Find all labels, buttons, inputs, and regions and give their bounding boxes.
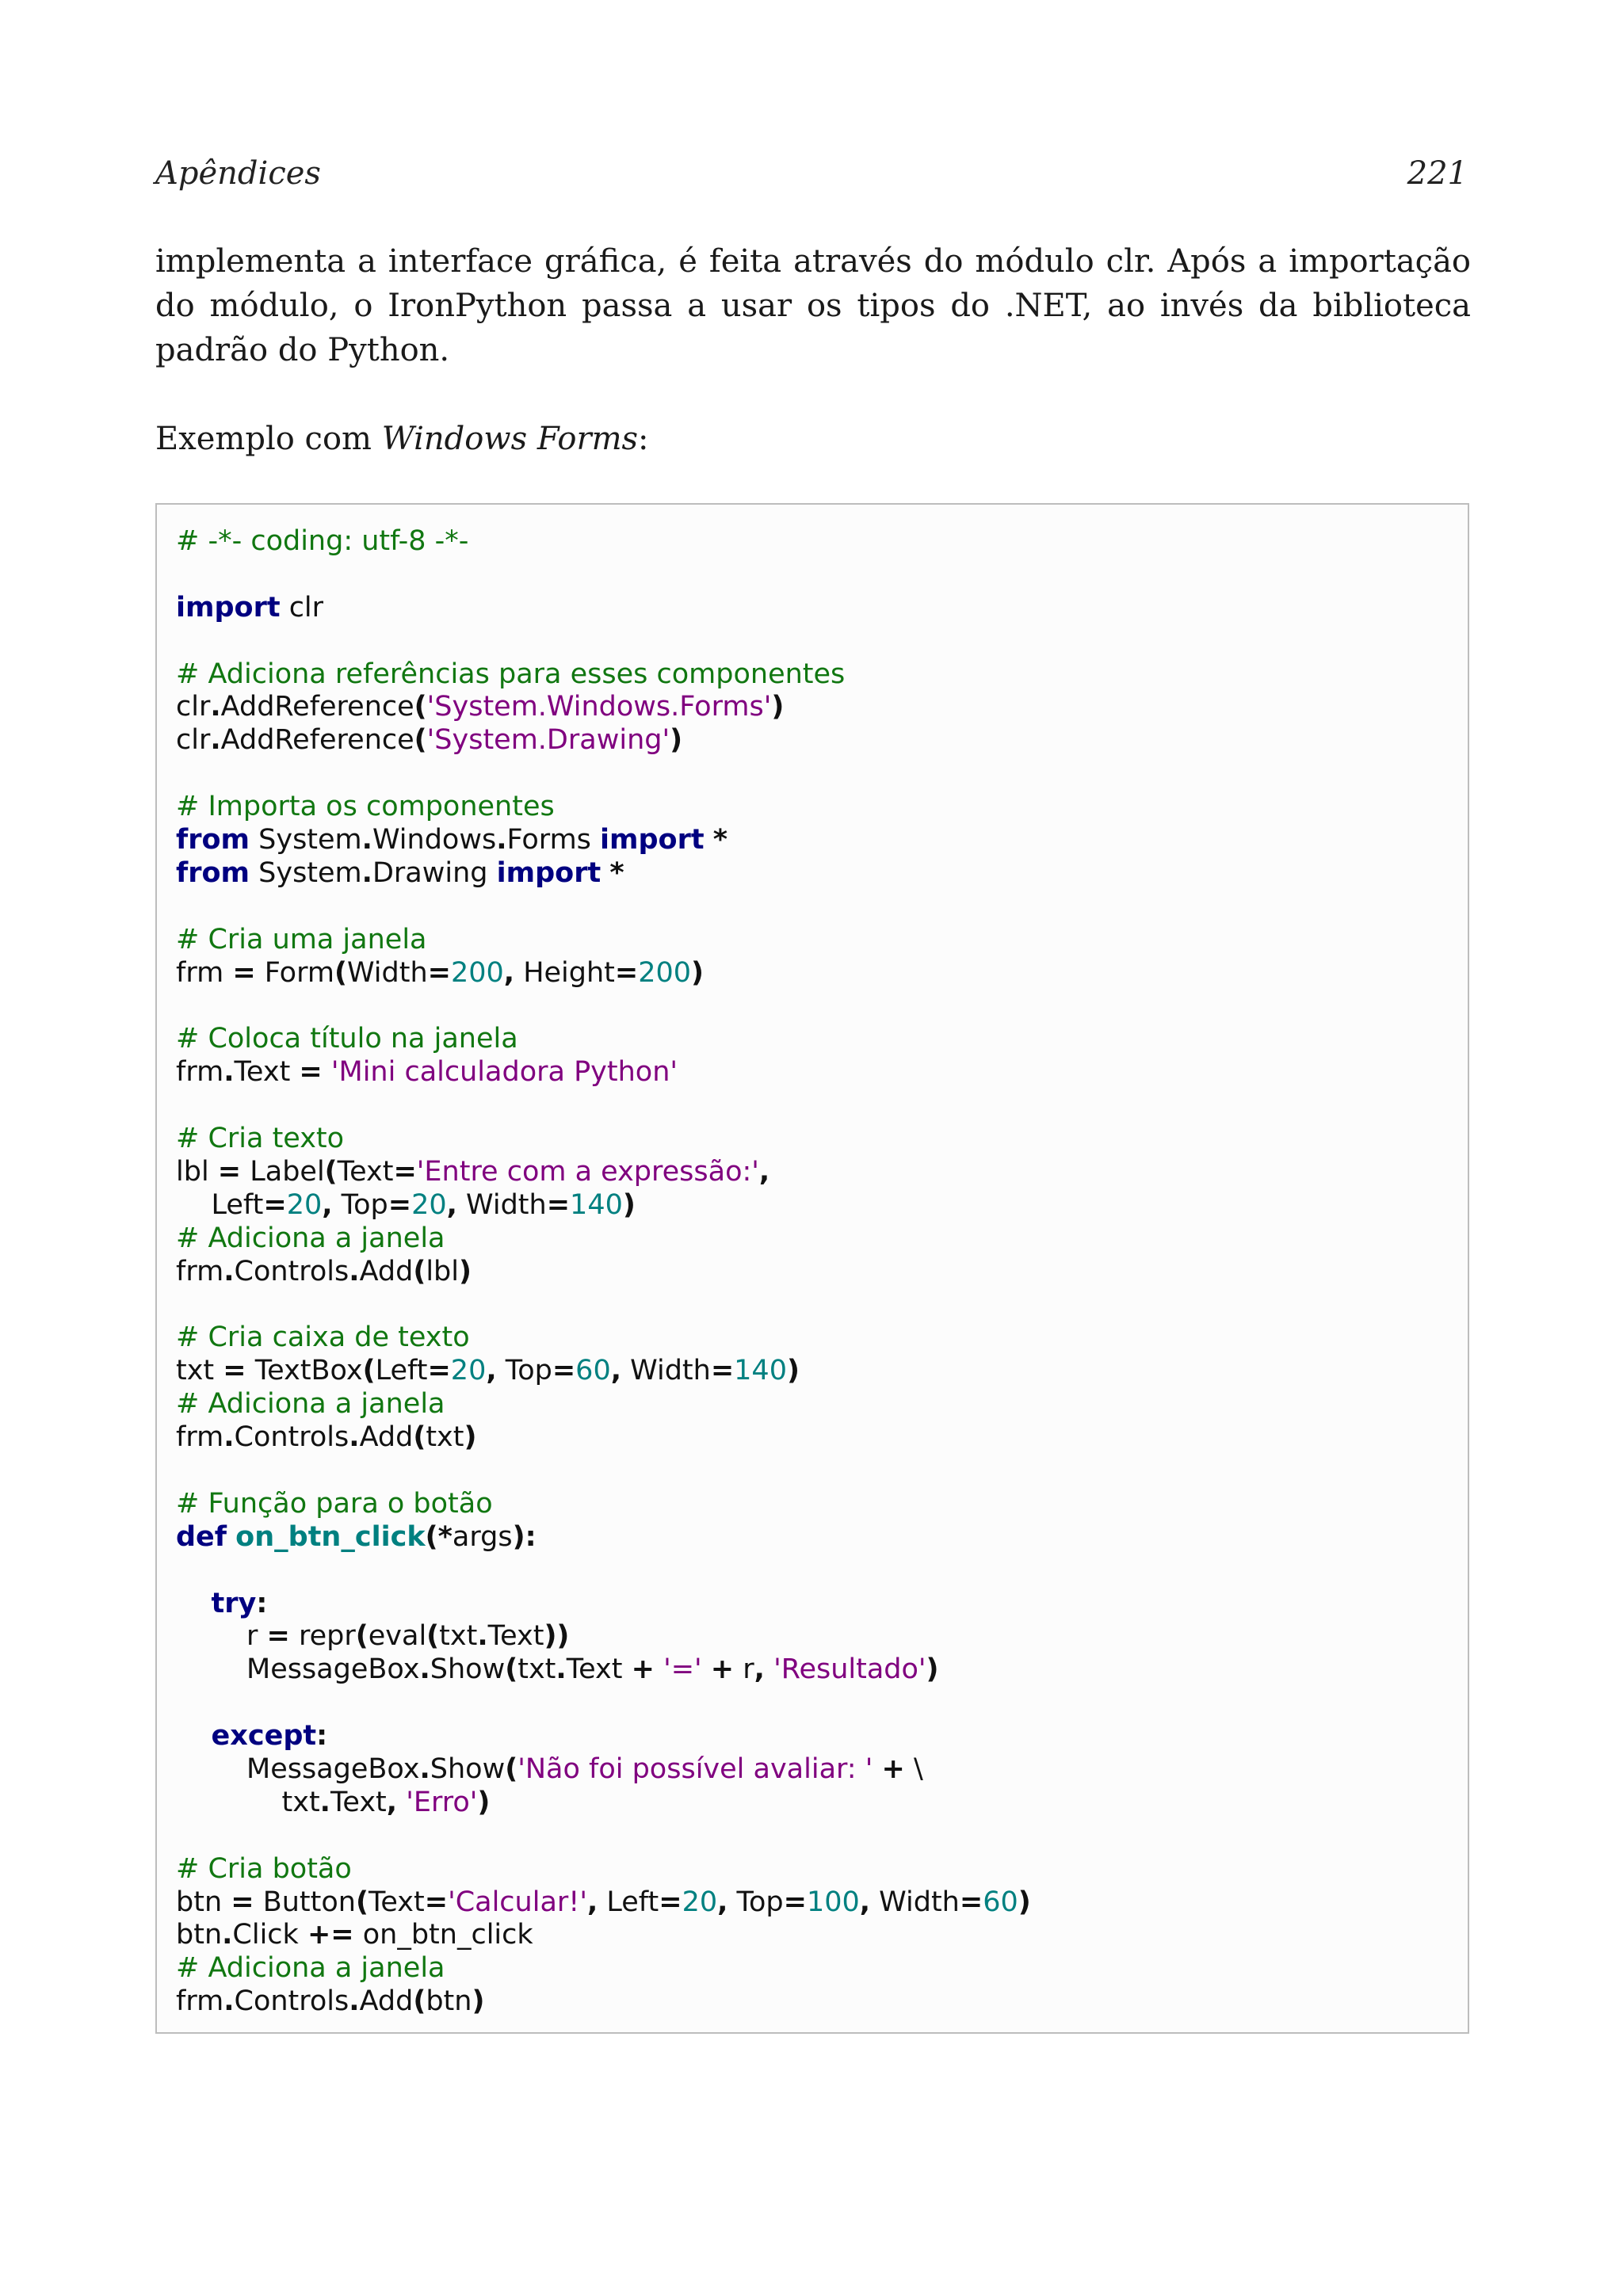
code-token: Text: [337, 1155, 394, 1188]
code-line: [176, 1985, 1031, 2019]
code-token: 100: [806, 1886, 860, 1918]
code-line: [176, 724, 1031, 757]
code-token: clr: [176, 724, 211, 757]
code-token: =: [614, 956, 639, 989]
code-line: [176, 1919, 1031, 1952]
code-token: Width: [621, 1355, 711, 1387]
code-token: =: [217, 1155, 242, 1188]
code-token: (: [505, 1653, 518, 1686]
code-token: Drawing: [372, 856, 497, 889]
code-line: [176, 891, 1031, 924]
code-token: import: [600, 824, 705, 856]
code-token: txt: [517, 1653, 556, 1686]
code-token: )): [544, 1620, 570, 1653]
code-token: .: [361, 824, 372, 856]
code-token: # Adiciona a janela: [176, 1952, 445, 1985]
code-token: 'Resultado': [773, 1653, 926, 1686]
body-paragraph: implementa a interface gráfica, é feita através do módulo clr. Após a importação do módulo, o IronPython passa a usar os tipos do .NET, ao invés da biblioteca padrão do Python.: [155, 243, 1471, 368]
code-line: [176, 990, 1031, 1023]
code-line: [176, 1089, 1031, 1123]
code-token: =: [546, 1188, 571, 1221]
code-token: Width: [346, 956, 428, 989]
code-line: [176, 658, 1031, 692]
code-token: [601, 857, 609, 889]
code-token: =: [231, 1886, 254, 1918]
code-token: 200: [450, 956, 504, 989]
code-token: MessageBox: [176, 1753, 420, 1785]
code-token: :: [256, 1587, 268, 1619]
code-token: lbl: [426, 1255, 459, 1287]
code-token: =: [266, 1620, 290, 1653]
code-token: 60: [983, 1886, 1018, 1918]
code-line: [176, 1189, 1031, 1222]
code-token: (: [334, 956, 347, 989]
code-token: .: [419, 1653, 430, 1686]
code-token: btn: [176, 1919, 223, 1951]
code-token: [705, 824, 713, 856]
code-token: Controls: [234, 1421, 349, 1454]
code-token: 'Calcular!': [448, 1886, 587, 1918]
code-token: [227, 1521, 235, 1553]
code-token: try: [211, 1587, 257, 1619]
code-token: ): [926, 1653, 939, 1686]
code-token: ): [771, 691, 785, 723]
code-token: Add: [359, 1985, 414, 2018]
code-token: r: [176, 1620, 267, 1653]
code-token: =: [232, 956, 256, 989]
code-line: [176, 791, 1031, 824]
code-token: [765, 1653, 773, 1685]
code-token: [702, 1653, 711, 1685]
code-token: [655, 1653, 663, 1685]
code-token: =: [424, 1886, 449, 1918]
code-token: .: [556, 1653, 567, 1686]
code-token: *: [609, 856, 624, 889]
code-token: Text: [234, 1056, 300, 1089]
code-token: .: [319, 1786, 330, 1818]
code-line: [176, 1620, 1031, 1653]
code-token: =: [552, 1355, 576, 1387]
code-token: # Cria uma janela: [176, 923, 427, 955]
code-token: # Função para o botão: [176, 1487, 493, 1520]
code-token: 'Entre com a expressão:': [416, 1155, 759, 1188]
code-token: Controls: [234, 1985, 349, 2018]
code-token: # Cria botão: [176, 1852, 352, 1885]
code-token: .: [349, 1421, 360, 1454]
code-token: =: [710, 1355, 735, 1387]
code-line: [176, 559, 1031, 592]
code-line: [176, 1256, 1031, 1289]
code-token: +=: [307, 1919, 354, 1951]
code-token: # Cria texto: [176, 1123, 345, 1155]
code-line: [176, 1720, 1031, 1753]
code-token: [323, 1056, 331, 1088]
code-token: # -*- coding: utf-8 -*-: [176, 525, 469, 557]
code-line: [176, 857, 1031, 891]
code-token: +: [881, 1753, 905, 1785]
code-token: # Coloca título na janela: [176, 1023, 518, 1055]
code-token: Click: [232, 1919, 307, 1951]
code-token: r: [734, 1653, 754, 1686]
code-token: 20: [450, 1355, 487, 1387]
code-token: (: [414, 691, 427, 723]
code-token: txt: [426, 1421, 464, 1454]
code-token: =: [783, 1886, 807, 1918]
code-token: ): [670, 724, 683, 757]
example-caption: [155, 417, 1471, 461]
code-token: ,: [322, 1188, 333, 1221]
code-token: frm: [176, 1056, 224, 1089]
code-token: =: [427, 1355, 451, 1387]
code-token: [873, 1753, 881, 1785]
code-token: 200: [638, 956, 692, 989]
code-token: clr: [176, 691, 211, 723]
code-line: [176, 1355, 1031, 1388]
code-token: 60: [575, 1355, 611, 1387]
code-line: [176, 1853, 1031, 1886]
code-token: (: [426, 1620, 440, 1653]
code-line: [176, 1753, 1031, 1787]
code-token: .: [349, 1985, 360, 2018]
code-token: import: [496, 856, 601, 889]
code-token: txt: [176, 1355, 223, 1387]
code-token: Left: [375, 1355, 428, 1387]
code-line: [176, 1588, 1031, 1621]
caption-prefix: Exemplo com: [155, 421, 382, 457]
code-token: ,: [859, 1886, 871, 1918]
code-token: Controls: [234, 1255, 349, 1287]
code-line: [176, 592, 1031, 625]
code-token: ,: [717, 1886, 728, 1918]
code-line: [176, 625, 1031, 658]
code-token: repr: [289, 1620, 356, 1653]
code-token: .: [496, 824, 507, 856]
code-token: import: [176, 591, 281, 624]
code-line: [176, 1787, 1031, 1820]
code-token: Width: [456, 1188, 547, 1221]
code-token: .: [361, 856, 372, 889]
code-token: Add: [359, 1421, 414, 1454]
code-token: .: [210, 691, 221, 723]
code-token: Text: [330, 1786, 387, 1818]
code-token: ,: [503, 956, 515, 989]
code-line: [176, 1488, 1031, 1521]
code-token: :: [316, 1720, 328, 1753]
code-token: +: [710, 1653, 735, 1686]
code-token: =: [393, 1155, 417, 1188]
code-token: Top: [727, 1886, 784, 1918]
code-token: Button: [254, 1886, 356, 1918]
code-token: [176, 1720, 212, 1752]
code-token: # Adiciona a janela: [176, 1222, 445, 1254]
code-token: =: [388, 1188, 412, 1221]
code-token: except: [211, 1720, 317, 1753]
code-token: [176, 1588, 212, 1619]
code-token: .: [419, 1753, 430, 1785]
code-token: ,: [486, 1355, 497, 1387]
code-token: ): [464, 1421, 477, 1454]
code-token: .: [222, 1919, 233, 1951]
code-token: on_btn_click: [353, 1919, 533, 1951]
code-token: Width: [870, 1886, 960, 1918]
code-line: [176, 1222, 1031, 1256]
code-token: Add: [359, 1255, 414, 1287]
code-token: (: [413, 1985, 426, 2018]
code-token: 'Não foi possível avaliar: ': [517, 1753, 873, 1785]
code-token: Left: [176, 1188, 264, 1221]
code-token: .: [223, 1255, 235, 1287]
code-token: # Adiciona referências para esses componentes: [176, 658, 846, 690]
code-token: \: [904, 1753, 923, 1785]
code-line: [176, 1388, 1031, 1421]
code-token: clr: [280, 591, 324, 624]
code-token: (: [414, 724, 427, 757]
code-line: [176, 1687, 1031, 1720]
code-token: on_btn_click: [235, 1520, 426, 1553]
code-token: ): [477, 1786, 491, 1818]
code-token: Label: [241, 1155, 325, 1188]
code-token: *: [712, 824, 728, 856]
code-token: System: [250, 824, 362, 856]
code-token: Left: [598, 1886, 659, 1918]
code-token: .: [223, 1421, 235, 1454]
code-line: [176, 1288, 1031, 1322]
code-line: [176, 1521, 1031, 1554]
code-line: [176, 1455, 1031, 1488]
code-token: btn: [176, 1886, 231, 1918]
code-token: txt: [439, 1620, 478, 1653]
code-token: =: [223, 1355, 246, 1387]
code-line: [176, 1653, 1031, 1687]
code-token: ,: [610, 1355, 622, 1387]
code-token: Text: [566, 1653, 632, 1686]
code-token: MessageBox: [176, 1653, 420, 1686]
code-token: Form: [255, 956, 334, 989]
code-token: ):: [512, 1520, 537, 1553]
code-token: 140: [734, 1355, 787, 1387]
code-token: 140: [570, 1188, 623, 1221]
code-token: AddReference: [220, 691, 414, 723]
code-token: Top: [332, 1188, 388, 1221]
code-token: =: [427, 956, 451, 989]
code-token: # Importa os componentes: [176, 791, 555, 823]
code-token: .: [223, 1985, 235, 2018]
code-token: 'Mini calculadora Python': [330, 1056, 678, 1089]
running-header: [155, 155, 1468, 203]
code-token: 20: [286, 1188, 323, 1221]
code-token: ,: [386, 1786, 398, 1818]
code-token: frm: [176, 956, 233, 989]
code-token: Show: [430, 1653, 506, 1686]
code-token: TextBox: [246, 1355, 363, 1387]
code-line: [176, 1322, 1031, 1355]
code-token: =: [299, 1056, 323, 1089]
code-token: btn: [426, 1985, 472, 2018]
code-token: ): [691, 956, 705, 989]
code-token: (: [355, 1620, 369, 1653]
code-line: [176, 1156, 1031, 1189]
code-line: [176, 824, 1031, 857]
code-line: [176, 924, 1031, 957]
code-token: ,: [758, 1155, 770, 1188]
code-token: (: [355, 1886, 369, 1918]
code-line: [176, 1952, 1031, 1985]
code-token: +: [631, 1653, 655, 1686]
code-token: from: [176, 824, 250, 856]
code-token: from: [176, 856, 250, 889]
code-token: lbl: [176, 1155, 218, 1188]
code-token: 'System.Windows.Forms': [426, 691, 772, 723]
code-token: 20: [682, 1886, 718, 1918]
code-token: txt: [176, 1786, 320, 1818]
code-token: Text: [487, 1620, 544, 1653]
code-token: =: [959, 1886, 983, 1918]
code-line: [176, 757, 1031, 791]
code-token: 20: [411, 1188, 447, 1221]
code-token: [397, 1787, 406, 1818]
code-token: ): [472, 1985, 485, 2018]
code-token: Forms: [506, 824, 601, 856]
code-token: System: [250, 856, 362, 889]
code-token: ): [1018, 1886, 1031, 1918]
code-token: 'Erro': [406, 1786, 478, 1818]
code-token: Text: [368, 1886, 425, 1918]
code-token: ): [786, 1355, 800, 1387]
code-token: frm: [176, 1255, 224, 1287]
code-line: [176, 1123, 1031, 1156]
code-token: frm: [176, 1985, 224, 2018]
code-line: [176, 691, 1031, 724]
code-token: Windows: [372, 824, 497, 856]
code-token: .: [477, 1620, 488, 1653]
section-title: Apêndices: [155, 155, 321, 192]
code-token: ,: [586, 1886, 598, 1918]
code-token: .: [349, 1255, 360, 1287]
code-token: ): [459, 1255, 472, 1287]
page-number: 221: [1407, 155, 1468, 192]
code-token: eval: [368, 1620, 427, 1653]
code-token: (: [362, 1355, 376, 1387]
code-line: [176, 525, 1031, 559]
code-line: [176, 957, 1031, 990]
code-token: =: [263, 1188, 287, 1221]
code-token: # Cria caixa de texto: [176, 1322, 470, 1354]
code-token: Height: [514, 956, 615, 989]
code-token: # Adiciona a janela: [176, 1388, 445, 1421]
caption-suffix: :: [638, 421, 649, 457]
code-token: (*: [425, 1520, 453, 1553]
code-line: [176, 1023, 1031, 1056]
code-token: def: [176, 1520, 227, 1553]
code-token: Top: [496, 1355, 552, 1387]
code-line: [176, 1056, 1031, 1089]
code-token: (: [324, 1155, 338, 1188]
code-token: ,: [754, 1653, 765, 1686]
code-token: Show: [430, 1753, 506, 1785]
code-token: (: [505, 1753, 518, 1785]
code-token: AddReference: [220, 724, 414, 757]
code-token: ,: [446, 1188, 457, 1221]
code-token: ): [622, 1188, 636, 1221]
code-listing: [176, 525, 1031, 2019]
caption-italic: Windows Forms: [381, 421, 639, 457]
code-line: [176, 1554, 1031, 1588]
code-token: 'System.Drawing': [426, 724, 670, 757]
code-listing-box: [155, 503, 1469, 2034]
code-line: [176, 1886, 1031, 1920]
code-line: [176, 1421, 1031, 1455]
code-token: frm: [176, 1421, 224, 1454]
code-token: (: [413, 1255, 426, 1287]
code-token: (: [413, 1421, 426, 1454]
code-token: args: [452, 1520, 513, 1553]
code-token: .: [210, 724, 221, 757]
code-line: [176, 1820, 1031, 1853]
code-token: =: [659, 1886, 682, 1918]
code-token: '=': [663, 1653, 702, 1686]
code-token: .: [223, 1056, 235, 1089]
